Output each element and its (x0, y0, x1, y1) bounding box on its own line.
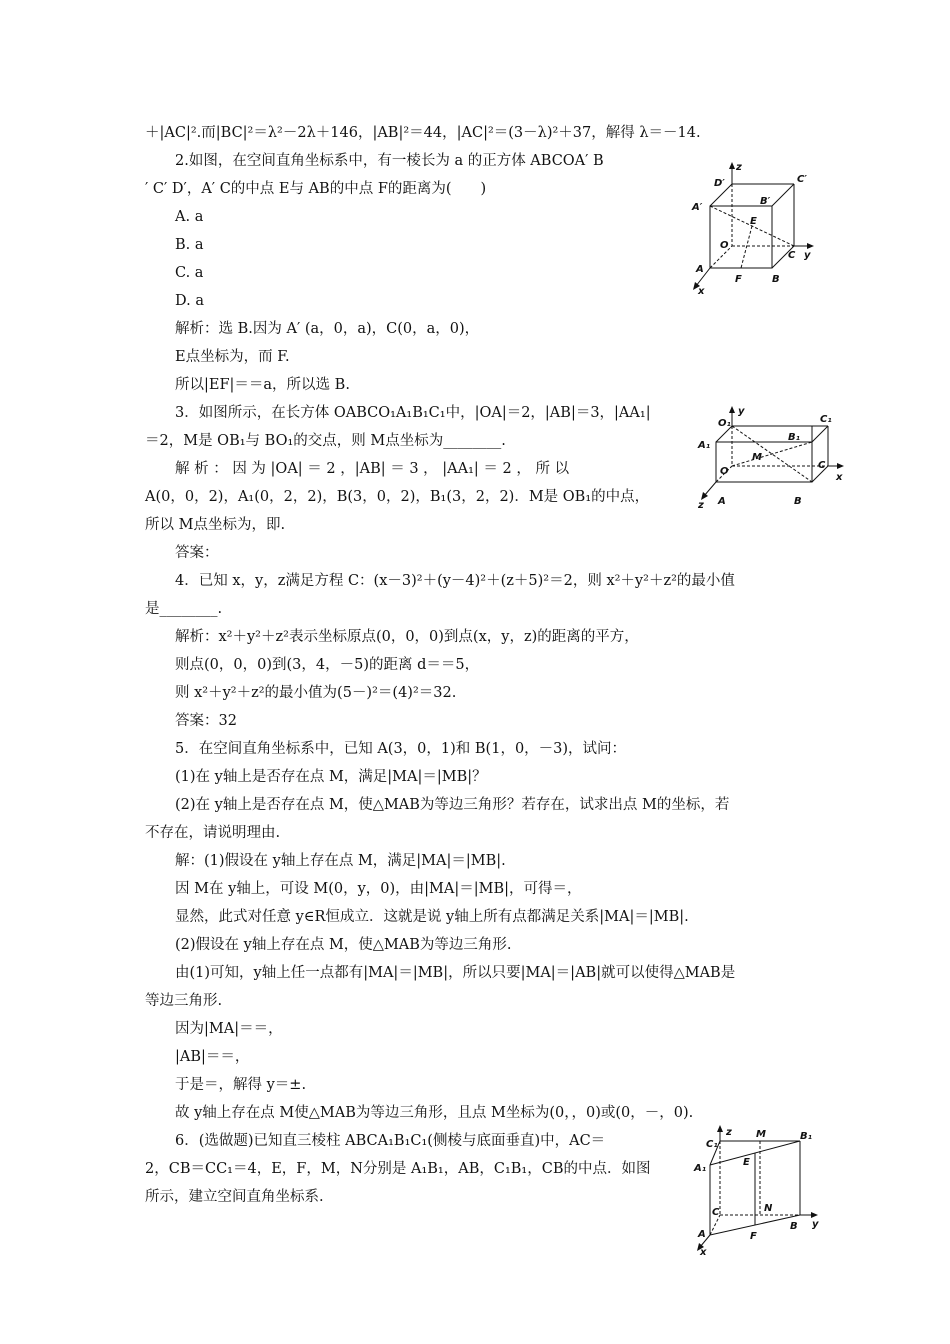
text-line: ′ C′ D′，A′ C的中点 E与 AB的中点 F的距离为( ) (145, 181, 487, 197)
vertex-label: D′ (714, 178, 725, 189)
vertex-label: A′ (692, 202, 703, 213)
option-b: B. a (175, 237, 204, 253)
axis-z-label: z (698, 500, 704, 511)
vertex-label: A (718, 496, 726, 507)
text-line: 不存在，请说明理由. (145, 825, 281, 841)
text-line: (1)在 y轴上是否存在点 M，满足|MA|＝|MB|？ (175, 769, 487, 785)
axis-y-label: y (804, 250, 811, 261)
text-line: (2)在 y轴上是否存在点 M，使△MAB为等边三角形？若存在，试求出点 M的坐标，若 (175, 797, 730, 813)
figure-cube (680, 158, 830, 298)
text-line: (2)假设在 y轴上存在点 M，使△MAB为等边三角形. (175, 937, 512, 953)
text-line: 因为|MA|＝＝， (175, 1021, 283, 1037)
text-line: 解 析 ： 因 为 |OA| ＝ 2 ，|AB| ＝ 3 ， |AA₁| ＝ 2 ， 所 以 (175, 461, 570, 477)
axis-y-label: y (738, 406, 745, 417)
vertex-label: C (788, 250, 796, 261)
figure-box (690, 404, 850, 514)
vertex-label: B (772, 274, 780, 285)
axis-x-label: x (836, 472, 843, 483)
axis-x-label: x (700, 1247, 707, 1255)
vertex-label: C₁ (706, 1139, 718, 1150)
option-d: D. a (175, 293, 204, 309)
axis-z-label: z (736, 162, 742, 173)
text-line: 3．如图所示，在长方体 OABCO₁A₁B₁C₁中，|OA|＝2，|AB|＝3，|AA₁| (175, 405, 651, 421)
vertex-label: E (743, 1157, 750, 1168)
vertex-label: M (752, 452, 762, 463)
text-line: 5．在空间直角坐标系中，已知 A(3，0，1)和 B(1，0，－3)，试问： (175, 741, 627, 757)
text-line: 等边三角形. (145, 993, 223, 1009)
vertex-label: B₁ (800, 1131, 813, 1142)
text-line: 则 x²＋y²＋z²的最小值为(5－)²＝(4)²＝32. (175, 685, 457, 701)
vertex-label: C (818, 460, 826, 471)
text-line: A(0，0，2)，A₁(0，2，2)，B(3，0，2)，B₁(3，2，2)．M是 OB₁的中点， (145, 489, 650, 505)
text-line: ＋|AC|².而|BC|²＝λ²－2λ＋146，|AB|²＝44，|AC|²＝(3－λ)²＋37，解得 λ＝－14. (145, 125, 701, 141)
text-line: 2，CB＝CC₁＝4，E，F，M，N分别是 A₁B₁，AB，C₁B₁，CB的中点．如图 (145, 1161, 651, 1177)
vertex-label: A₁ (694, 1163, 707, 1174)
text-line: 所以|EF|＝＝a，所以选 B. (175, 377, 350, 393)
axis-x-label: x (698, 286, 705, 297)
text-line: 6．(选做题)已知直三棱柱 ABCA₁B₁C₁(侧棱与底面垂直)中，AC＝ (175, 1133, 606, 1149)
text-line: 所示，建立空间直角坐标系. (145, 1189, 324, 1205)
vertex-label: B₁ (788, 432, 801, 443)
text-line: 由(1)可知，y轴上任一点都有|MA|＝|MB|，所以只要|MA|＝|AB|就可以使得△MAB是 (175, 965, 736, 981)
vertex-label: M (756, 1129, 766, 1140)
vertex-label: C (712, 1207, 720, 1218)
vertex-label: N (764, 1203, 773, 1214)
vertex-label: A₁ (698, 440, 711, 451)
vertex-label: A (696, 264, 704, 275)
text-line: 是________. (145, 601, 223, 617)
option-c: C. a (175, 265, 204, 281)
axis-y-label: y (812, 1219, 819, 1230)
vertex-label: E (750, 216, 757, 227)
vertex-label: O (720, 240, 729, 251)
vertex-label: B (790, 1221, 798, 1232)
answer-label: 答案：32 (175, 713, 237, 729)
text-line: 于是＝，解得 y＝±. (175, 1077, 307, 1093)
axis-z-label: z (726, 1127, 732, 1138)
text-line: 因 M在 y轴上，可设 M(0，y，0)，由|MA|＝|MB|，可得＝， (175, 881, 582, 897)
answer-label: 答案： (175, 545, 219, 561)
vertex-label: O₁ (718, 418, 731, 429)
vertex-label: C₁ (820, 414, 832, 425)
text-line: 2.如图，在空间直角坐标系中，有一棱长为 a 的正方体 ABCOA′ B (175, 153, 604, 169)
vertex-label: B′ (760, 196, 771, 207)
text-line: 解析：选 B.因为 A′ (a，0，a)，C(0，a，0)， (175, 321, 480, 337)
text-line: 故 y轴上存在点 M使△MAB为等边三角形，且点 M坐标为(0，，0)或(0，－，0). (175, 1105, 694, 1121)
vertex-label: B (794, 496, 802, 507)
vertex-label: F (750, 1231, 757, 1242)
vertex-label: C′ (797, 174, 807, 185)
figure-prism (688, 1125, 838, 1255)
vertex-label: O (720, 466, 729, 477)
text-line: 4．已知 x，y，z满足方程 C：(x－3)²＋(y－4)²＋(z＋5)²＝2，则 x²＋y²＋z²的最小值 (175, 573, 735, 589)
text-line: 解析：x²＋y²＋z²表示坐标原点(0，0，0)到点(x，y，z)的距离的平方， (175, 629, 639, 645)
text-line: 解：(1)假设在 y轴上存在点 M，满足|MA|＝|MB|. (175, 853, 506, 869)
text-line: ＝2，M是 OB₁与 BO₁的交点，则 M点坐标为________. (145, 433, 506, 449)
text-line: 则点(0，0，0)到(3，4，－5)的距离 d＝＝5， (175, 657, 480, 673)
vertex-label: A (698, 1229, 706, 1240)
option-a: A. a (175, 209, 204, 225)
vertex-label: F (735, 274, 742, 285)
text-line: 所以 M点坐标为，即. (145, 517, 286, 533)
text-line: 显然，此式对任意 y∈R恒成立．这就是说 y轴上所有点都满足关系|MA|＝|MB|. (175, 909, 689, 925)
text-line: E点坐标为，而 F. (175, 349, 290, 365)
text-line: |AB|＝＝， (175, 1049, 250, 1065)
